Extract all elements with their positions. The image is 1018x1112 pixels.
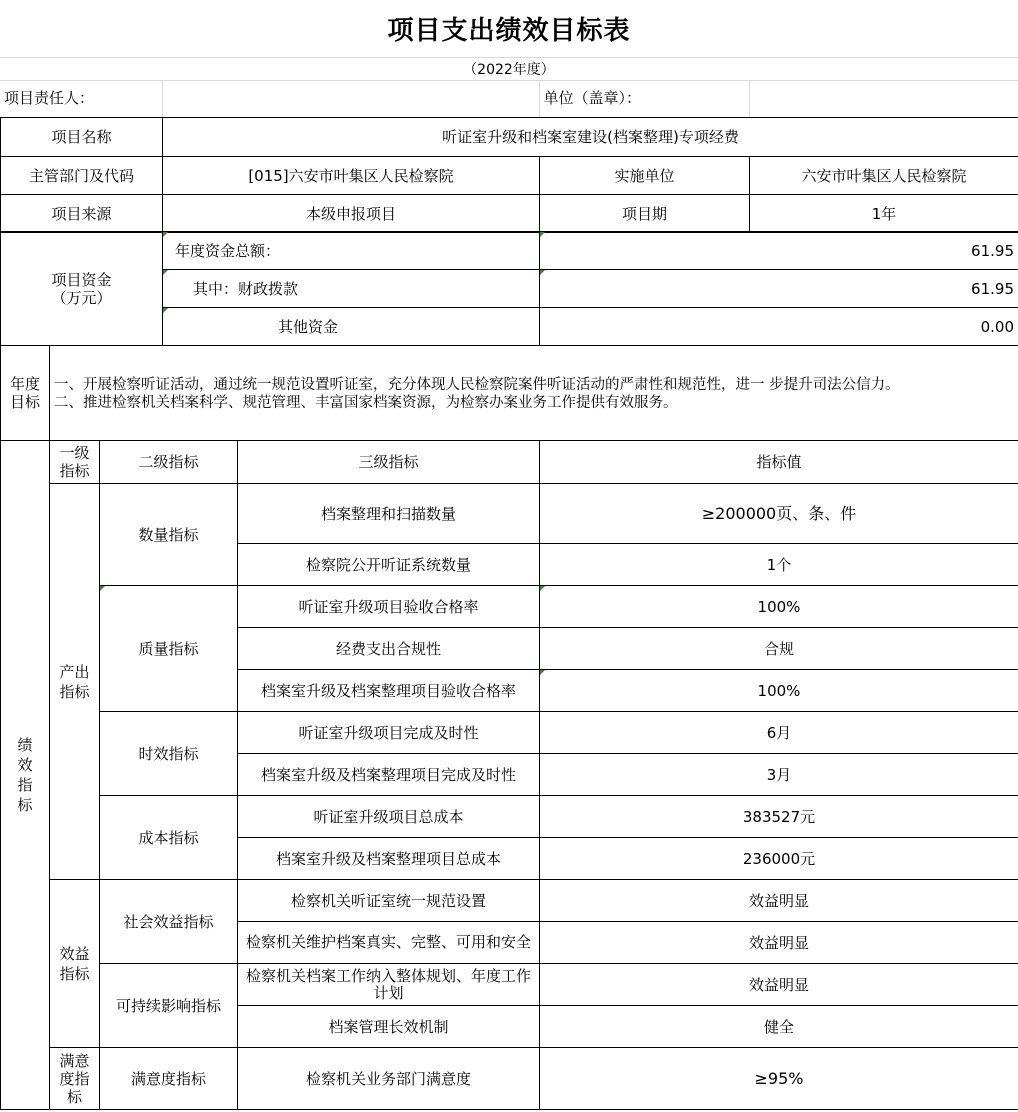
- indicator-value: 3月: [540, 754, 1018, 796]
- indicator-name: 经费支出合规性: [238, 628, 540, 670]
- source-label: 项目来源: [1, 195, 163, 233]
- indicator-name: 档案室升级及档案整理项目完成及时性: [238, 754, 540, 796]
- indicator-value: 100%: [540, 670, 1018, 712]
- goal-line-2: 二、推进检察机关档案科学、规范管理、丰富国家档案资源，为检察办案业务工作提供有效服务。: [54, 395, 678, 411]
- output-indicator-label: 产出 指标: [50, 484, 100, 880]
- indicator-name: 档案室升级及档案整理项目验收合格率: [238, 670, 540, 712]
- dept-value: [015]六安市叶集区人民检察院: [163, 157, 540, 195]
- level2-header: 二级指标: [100, 441, 238, 484]
- indicator-value: 合规: [540, 628, 1018, 670]
- indicator-name: 档案管理长效机制: [238, 1006, 540, 1048]
- responsible-value[interactable]: [162, 80, 539, 117]
- sustain-impact-label: 可持续影响指标: [100, 964, 238, 1048]
- total-funds-value: 61.95: [540, 232, 1018, 270]
- funds-table: [0, 231, 1018, 346]
- indicator-name: 听证室升级项目总成本: [238, 796, 540, 838]
- goal-table: [0, 345, 1018, 441]
- satisfaction-level2-label: 满意度指标: [100, 1048, 238, 1110]
- indicator-value: ≥95%: [540, 1048, 1018, 1110]
- other-funds-value: 0.00: [540, 308, 1018, 346]
- goal-label-line1: 年度: [9, 375, 40, 393]
- benefit-indicator-label: 效益 指标: [50, 880, 100, 1048]
- project-name-label: 项目名称: [1, 118, 163, 157]
- indicator-value: ≥200000页、条、件: [540, 484, 1018, 544]
- indicator-name: 检察机关档案工作纳入整体规划、年度工作计划: [238, 964, 540, 1006]
- indicator-value: 效益明显: [540, 880, 1018, 922]
- goal-text: [50, 346, 1018, 441]
- funds-label: [1, 232, 163, 346]
- indicator-value: 效益明显: [540, 964, 1018, 1006]
- indicator-value: 100%: [540, 586, 1018, 628]
- project-name-value: 听证室升级和档案室建设(档案整理)专项经费: [163, 118, 1018, 157]
- period-label: 项目期: [540, 195, 750, 233]
- timeliness-indicator-label: 时效指标: [100, 712, 238, 796]
- level3-header: 三级指标: [238, 441, 540, 484]
- indicator-value: 383527元: [540, 796, 1018, 838]
- goal-label-line2: 目标: [9, 393, 40, 411]
- indicator-value: 236000元: [540, 838, 1018, 880]
- level1-header: 一级 指标: [50, 441, 100, 484]
- social-benefit-label: 社会效益指标: [100, 880, 238, 964]
- period-value: 1年: [750, 195, 1018, 233]
- responsible-label: 项目责任人：: [0, 80, 162, 117]
- indicator-name: 检察机关维护档案真实、完整、可用和安全: [238, 922, 540, 964]
- impl-value: 六安市叶集区人民检察院: [750, 157, 1018, 195]
- source-value: 本级申报项目: [163, 195, 540, 233]
- quantity-indicator-label: 数量指标: [100, 484, 238, 586]
- funds-label-line2: （万元）: [51, 288, 112, 307]
- indicator-name: 检察机关业务部门满意度: [238, 1048, 540, 1110]
- indicator-name: 检察机关听证室统一规范设置: [238, 880, 540, 922]
- header-table: [0, 80, 1018, 118]
- indicator-value: 健全: [540, 1006, 1018, 1048]
- indicator-value: 1个: [540, 544, 1018, 586]
- value-header: 指标值: [540, 441, 1018, 484]
- year-label: （2022年度）: [463, 62, 555, 78]
- fiscal-funds-value: 61.95: [540, 270, 1018, 308]
- unit-value[interactable]: [749, 80, 1018, 117]
- other-funds-label: 其他资金: [163, 308, 540, 346]
- indicator-name: 检察院公开听证系统数量: [238, 544, 540, 586]
- indicator-name: 档案整理和扫描数量: [238, 484, 540, 544]
- goal-label: [1, 346, 50, 441]
- indicator-name: 档案室升级及档案整理项目总成本: [238, 838, 540, 880]
- funds-label-line1: 项目资金: [51, 270, 112, 289]
- indicator-value: 效益明显: [540, 922, 1018, 964]
- cost-indicator-label: 成本指标: [100, 796, 238, 880]
- indicator-value: 6月: [540, 712, 1018, 754]
- info-table: [0, 117, 1018, 233]
- fiscal-funds-label: 其中：财政拨款: [163, 270, 540, 308]
- goal-line-1: 一、开展检察听证活动，通过统一规范设置听证室，充分体现人民检察院案件听证活动的严肃性和规范性，进一 步提升司法公信力。: [54, 377, 900, 393]
- indicator-name: 听证室升级项目完成及时性: [238, 712, 540, 754]
- indicators-table: [0, 440, 1018, 1110]
- page-title: 项目支出绩效目标表: [387, 15, 631, 46]
- satisfaction-indicator-label: 满意 度指 标: [50, 1048, 100, 1110]
- perf-indicator-label: 绩 效 指 标: [1, 441, 50, 1110]
- quality-indicator-label: 质量指标: [100, 586, 238, 712]
- impl-label: 实施单位: [540, 157, 750, 195]
- total-funds-label: 年度资金总额：: [163, 232, 540, 270]
- unit-label: 单位（盖章）：: [539, 80, 749, 117]
- dept-label: 主管部门及代码: [1, 157, 163, 195]
- indicator-name: 听证室升级项目验收合格率: [238, 586, 540, 628]
